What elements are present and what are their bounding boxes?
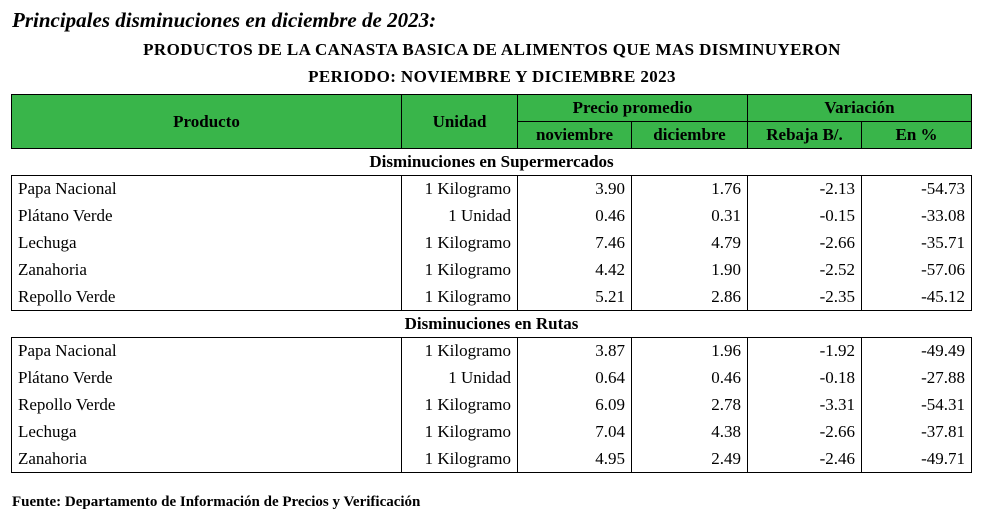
cell-noviembre: 0.46: [518, 203, 632, 230]
section-header-row: [12, 311, 972, 338]
cell-diciembre: 4.38: [632, 419, 748, 446]
cell-rebaja: -2.46: [748, 446, 862, 473]
cell-producto: Zanahoria: [12, 446, 402, 473]
cell-noviembre: 4.42: [518, 257, 632, 284]
table-title: PRODUCTOS DE LA CANASTA BASICA DE ALIMENTOS QUE MAS DISMINUYERON: [143, 40, 841, 59]
cell-rebaja: -2.66: [748, 419, 862, 446]
cell-unidad: 1 Kilogramo: [402, 338, 518, 365]
table-period: PERIODO: NOVIEMBRE Y DICIEMBRE 2023: [308, 67, 676, 86]
cell-diciembre: 1.90: [632, 257, 748, 284]
cell-noviembre: 7.04: [518, 419, 632, 446]
cell-producto: Plátano Verde: [12, 203, 402, 230]
header-unidad: Unidad: [402, 95, 518, 149]
cell-rebaja: -2.13: [748, 176, 862, 203]
cell-noviembre: 7.46: [518, 230, 632, 257]
cell-rebaja: -3.31: [748, 392, 862, 419]
cell-unidad: 1 Kilogramo: [402, 257, 518, 284]
cell-unidad: 1 Kilogramo: [402, 446, 518, 473]
cell-pct: -54.73: [862, 176, 972, 203]
cell-diciembre: 2.86: [632, 284, 748, 311]
cell-producto: Repollo Verde: [12, 392, 402, 419]
cell-diciembre: 1.96: [632, 338, 748, 365]
table-row: [12, 446, 972, 473]
cell-noviembre: 3.87: [518, 338, 632, 365]
table-row: [12, 257, 972, 284]
cell-rebaja: -2.66: [748, 230, 862, 257]
table-row: [12, 230, 972, 257]
cell-pct: -54.31: [862, 392, 972, 419]
table-row: [12, 176, 972, 203]
cell-pct: -33.08: [862, 203, 972, 230]
cell-noviembre: 0.64: [518, 365, 632, 392]
cell-diciembre: 2.49: [632, 446, 748, 473]
header-variacion: Variación: [748, 95, 972, 122]
cell-pct: -57.06: [862, 257, 972, 284]
cell-unidad: 1 Kilogramo: [402, 392, 518, 419]
cell-producto: Lechuga: [12, 419, 402, 446]
cell-unidad: 1 Unidad: [402, 203, 518, 230]
cell-diciembre: 1.76: [632, 176, 748, 203]
cell-pct: -45.12: [862, 284, 972, 311]
table-row: [12, 284, 972, 311]
cell-rebaja: -1.92: [748, 338, 862, 365]
cell-producto: Papa Nacional: [12, 338, 402, 365]
table-row: [12, 419, 972, 446]
cell-pct: -35.71: [862, 230, 972, 257]
price-table: [11, 94, 972, 473]
cell-rebaja: -0.15: [748, 203, 862, 230]
cell-rebaja: -2.52: [748, 257, 862, 284]
cell-noviembre: 4.95: [518, 446, 632, 473]
cell-unidad: 1 Kilogramo: [402, 284, 518, 311]
header-precio-promedio: Precio promedio: [518, 95, 748, 122]
cell-producto: Lechuga: [12, 230, 402, 257]
cell-unidad: 1 Unidad: [402, 365, 518, 392]
cell-rebaja: -0.18: [748, 365, 862, 392]
cell-diciembre: 0.46: [632, 365, 748, 392]
cell-producto: Papa Nacional: [12, 176, 402, 203]
cell-producto: Zanahoria: [12, 257, 402, 284]
cell-pct: -27.88: [862, 365, 972, 392]
cell-producto: Plátano Verde: [12, 365, 402, 392]
cell-unidad: 1 Kilogramo: [402, 230, 518, 257]
header-noviembre: noviembre: [518, 122, 632, 149]
header-rebaja: Rebaja B/.: [748, 122, 862, 149]
section-title: Disminuciones en Rutas: [12, 311, 972, 338]
source-note: Fuente: Departamento de Información de Precios y Verificación: [12, 494, 421, 510]
cell-pct: -49.71: [862, 446, 972, 473]
header-en-pct: En %: [862, 122, 972, 149]
cell-diciembre: 0.31: [632, 203, 748, 230]
cell-pct: -37.81: [862, 419, 972, 446]
table-row: [12, 203, 972, 230]
cell-noviembre: 6.09: [518, 392, 632, 419]
cell-producto: Repollo Verde: [12, 284, 402, 311]
cell-diciembre: 4.79: [632, 230, 748, 257]
cell-rebaja: -2.35: [748, 284, 862, 311]
table-row: [12, 365, 972, 392]
header-producto: Producto: [12, 95, 402, 149]
cell-noviembre: 5.21: [518, 284, 632, 311]
section-title: Disminuciones en Supermercados: [12, 149, 972, 176]
table-row: [12, 392, 972, 419]
cell-pct: -49.49: [862, 338, 972, 365]
cell-noviembre: 3.90: [518, 176, 632, 203]
document-heading: Principales disminuciones en diciembre de 2023:: [12, 8, 437, 32]
table-row: [12, 338, 972, 365]
table-body: [12, 149, 972, 473]
header-diciembre: diciembre: [632, 122, 748, 149]
cell-diciembre: 2.78: [632, 392, 748, 419]
section-header-row: [12, 149, 972, 176]
cell-unidad: 1 Kilogramo: [402, 176, 518, 203]
cell-unidad: 1 Kilogramo: [402, 419, 518, 446]
